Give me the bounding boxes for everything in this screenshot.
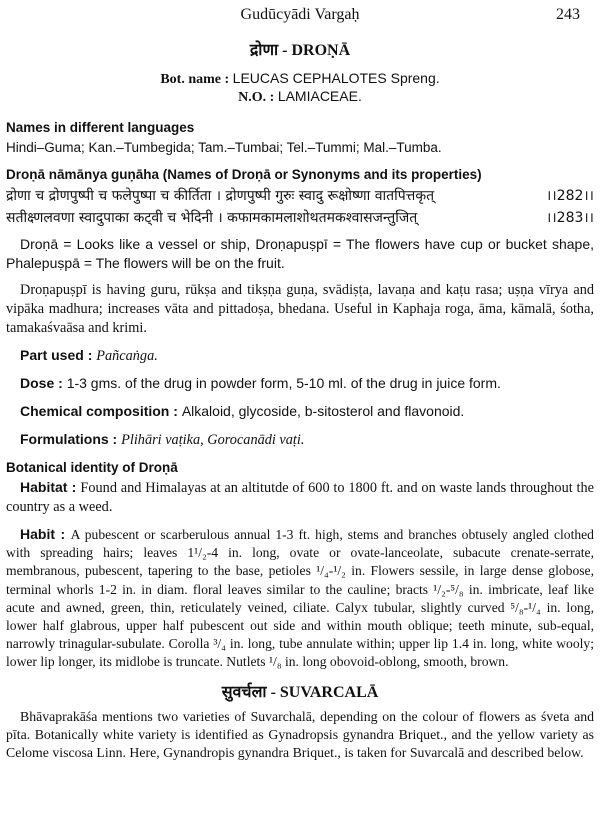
drona-title bbox=[6, 38, 594, 60]
verse-283 bbox=[6, 207, 594, 229]
dose-value: 1-3 gms. of the drug in powder form, 5-10 ml. of the drug in juice form. bbox=[66, 375, 501, 391]
natural-order-label: N.O. : bbox=[238, 90, 278, 105]
habit-label: Habit : bbox=[20, 526, 71, 542]
verse-283-number: ।।283।। bbox=[546, 210, 594, 226]
running-title: Gudūcyādi Vargaḥ bbox=[240, 6, 360, 23]
verse-282-number: ।।282।। bbox=[546, 188, 594, 204]
names-heading: Names in different languages bbox=[6, 120, 195, 135]
natural-order-line bbox=[6, 88, 594, 106]
bot-name-value: LEUCAS CEPHALOTES Spreng. bbox=[232, 70, 440, 86]
drona-title-devanagari: द्रोणा bbox=[249, 40, 279, 59]
page-content bbox=[6, 32, 594, 770]
properties-paragraph: Droṇapuṣpī is having guru, rūkṣa and tikṣṇa guṇa, svādiṣṭa, lavaṇa and kaṭu rasa; uṣṇa vīrya and vipāka madhura; increases vāta and pittadoṣa, bhedana. Useful in Kaphaja roga, āma, kāmalā, śotha, tamakaśvaāsa and krimi. bbox=[6, 282, 594, 336]
verse-283-text: सतीक्ष्णलवणा स्वादुपाका कट्वी च भेदिनी । कफामकामलाशोथतमकश्वासजन्तुजित् bbox=[6, 210, 418, 226]
formulations-label: Formulations : bbox=[20, 431, 122, 447]
suvarcala-title-roman: SUVARCALĀ bbox=[279, 683, 379, 701]
formulations-value: Plihāri vaṭika, Gorocanādi vaṭi. bbox=[121, 432, 305, 448]
habitat-value: Found and Himalayas at an altitutde of 600 to 1800 ft. and on waste lands throughout the country as a weed. bbox=[6, 480, 595, 515]
dose-line bbox=[6, 374, 594, 394]
verse-282 bbox=[6, 185, 594, 207]
botanical-name-line bbox=[6, 70, 594, 88]
names-text: Hindi–Guma; Kan.–Tumbegida; Tam.–Tumbai; Tel.–Tummi; Mal.–Tumba. bbox=[6, 140, 442, 155]
chemical-composition-label: Chemical composition : bbox=[20, 403, 182, 419]
drona-title-separator: - bbox=[278, 42, 292, 59]
habit-paragraph bbox=[6, 525, 594, 672]
habitat-paragraph bbox=[6, 478, 594, 517]
dose-label: Dose : bbox=[20, 375, 67, 391]
formulations-line bbox=[6, 430, 594, 450]
chemical-composition-line bbox=[6, 402, 594, 422]
suvarcala-title bbox=[6, 680, 594, 702]
bot-name-label: Bot. name : bbox=[160, 72, 233, 87]
botanical-identity-heading: Botanical identity of Droṇā bbox=[6, 460, 178, 475]
natural-order-value: LAMIACEAE. bbox=[277, 88, 362, 104]
part-used-label: Part used : bbox=[20, 347, 97, 363]
etymology-paragraph: Droṇā = Looks like a vessel or ship, Droṇapuṣpī = The flowers have cup or bucket shape, Phalepuṣpā = The flowers will be on the fruit. bbox=[6, 236, 594, 271]
part-used-value: Pañcaṅga. bbox=[96, 348, 158, 364]
synonyms-heading: Droṇā nāmānya guṇāha (Names of Droṇā or Synonyms and its properties) bbox=[6, 167, 482, 182]
page-header bbox=[0, 6, 600, 28]
part-used-line bbox=[6, 346, 594, 366]
chemical-composition-value: Alkaloid, glycoside, b-sitosterol and flavonoid. bbox=[181, 403, 465, 419]
page-number: 243 bbox=[556, 6, 580, 23]
drona-title-roman: DROṆĀ bbox=[291, 42, 351, 59]
habitat-label: Habitat : bbox=[20, 479, 81, 495]
habit-value: A pubescent or scarberulous annual 1-3 ft. high, stems and branches obtusely angled clothed with spreading hairs; leaves 1¹/₂-4 in. long, ovate or ovate-lanceolate, subacute crenate-serrate, membranous, pubescent, tapering to the base, petioles ¹/₄-¹/₂ in. Flowers sessile, in large dense globose, terminal whorls 1-2 in. in diam. floral leaves similar to the cauline; bracts ¹/₂-⁵/₈ in. imbricate, leaf like acute and awned, green, thin, reticulately veined, ciliate. Calyx tubular, slightly curved ⁵/₈-¹/₄ in. long, lower half glabrous, upper half pubescent out side and within mouth oblique; teeth minute, sub-equal, narrowly trinagular-subulate. Corolla ³/₄ in. long, tube annulate within; upper lip 1.4 in. long, white wooly; lower lip longer, its midlobe is truncate. Nutlets ¹/₈ in. long obovoid-oblong, smooth, brown. bbox=[6, 527, 594, 670]
suvarcala-title-separator: - bbox=[266, 683, 280, 701]
suvarcala-paragraph: Bhāvaprakāśa mentions two varieties of Suvarchalā, depending on the colour of flowers as śveta and pīta. Botanically white variety is identified as Gynadropsis gynandra Briquet., and the yellow variety as Celome viscosa Linn. Here, Gynandropis gynandra Briquet., is taken for Suvarcalā and described below. bbox=[6, 708, 594, 760]
verse-282-text: द्रोणा च द्रोणपुष्पी च फलेपुष्पा च कीर्तिता । द्रोणपुष्पी गुरुः स्वादु रूक्षोष्णा वातपित्तकृत् bbox=[6, 188, 435, 204]
suvarcala-title-devanagari: सुवर्चला bbox=[221, 681, 267, 701]
